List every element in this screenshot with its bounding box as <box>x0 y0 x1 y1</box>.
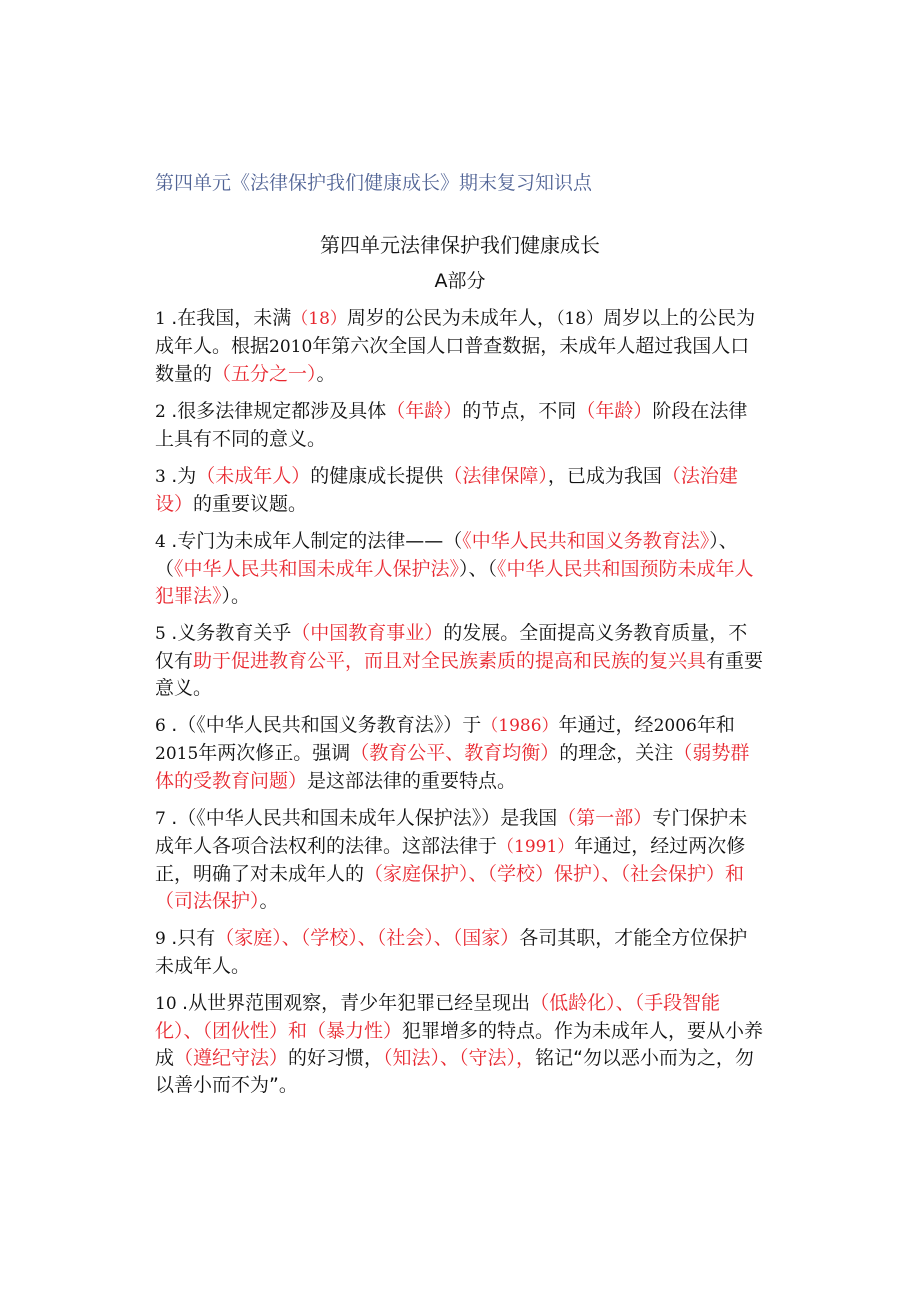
answer-text: （遵纪守法） <box>174 1047 289 1069</box>
item-text: .为 <box>171 465 197 487</box>
item-text: .专门为未成年人制定的法律——（ <box>171 530 463 552</box>
item-text: 2010 <box>269 337 313 357</box>
item-text: .义务教育关乎 <box>171 622 292 644</box>
answer-text: （中国教育事业） <box>291 622 444 644</box>
knowledge-item-4 <box>155 528 765 610</box>
knowledge-item-7 <box>155 805 765 915</box>
knowledge-points <box>155 305 765 1109</box>
answer-text: （教育公平、教育均衡） <box>350 742 560 764</box>
answer-text: 助于促进教育公平，而且对全民族素质的提高和民族的复兴具 <box>193 650 707 672</box>
item-text: 各司其职，才能全方位保护未成年人。 <box>155 927 748 977</box>
knowledge-item-10 <box>155 990 765 1099</box>
answer-text: （法律保障） <box>443 465 548 487</box>
item-text: 阶段在法律上具有不同的意义。 <box>155 400 748 450</box>
item-text: .（《中华人民共和国义务教育法》）于 <box>171 714 482 736</box>
item-text: 9 <box>155 929 172 949</box>
item-text: 3 <box>155 467 172 487</box>
answer-text: （年龄） <box>576 400 653 422</box>
item-text: .（《中华人民共和国未成年人保护法》）是我国 <box>171 807 558 829</box>
item-text: 2 <box>155 402 172 422</box>
item-text: 的重要议题。 <box>193 493 308 515</box>
answer-text: 《中华人民共和国未成年人保护法》 <box>174 558 460 580</box>
item-text: 10 <box>155 994 183 1014</box>
item-text: 年两次修正。强调 <box>198 742 351 764</box>
item-text: 6 <box>155 716 172 736</box>
answer-text: （家庭保护）、（学校）保护）、（社会保护）和（司法保护） <box>155 863 745 912</box>
item-text: 的节点，不同 <box>462 400 577 422</box>
item-text: ）。 <box>221 585 251 607</box>
item-text: 1 <box>155 309 172 329</box>
item-text: 5 <box>155 624 172 644</box>
document-title: 第四单元法律保护我们健康成长 <box>320 233 600 257</box>
item-text: 的健康成长提供 <box>310 465 444 487</box>
section-subtitle: A部分 <box>434 270 486 292</box>
item-text: ，已成为我国 <box>547 465 662 487</box>
item-text: 。 <box>316 363 336 385</box>
item-text: 年通过，经 <box>558 714 654 736</box>
item-text: 。 <box>259 890 279 912</box>
item-text: ）、（ <box>155 530 738 580</box>
item-text: .很多法律规定都涉及具体 <box>171 400 387 422</box>
item-text: 2015 <box>155 744 199 764</box>
item-text: ）、（ <box>459 558 498 580</box>
item-text: 的好习惯， <box>288 1047 384 1069</box>
knowledge-item-6 <box>155 712 765 795</box>
answer-text: （1986） <box>481 716 559 736</box>
item-text: .从世界范围观察，青少年犯罪已经呈现出 <box>182 992 531 1014</box>
item-text: （18） <box>555 309 604 329</box>
answer-text: （弱势群体的受教育问题） <box>155 742 750 792</box>
answer-text: （低龄化）、（手段智能化）、（团伙性）和（暴力性） <box>155 992 721 1042</box>
knowledge-item-1 <box>155 305 765 388</box>
knowledge-item-5 <box>155 620 765 702</box>
item-text: 年通过，经过两次修正，明确了对未成年人的 <box>155 835 746 885</box>
item-text: 铭记“勿以恶小而为之，勿以善小而不为”。 <box>155 1047 754 1096</box>
item-text: 的理念，关注 <box>559 742 674 764</box>
item-text: 有重要意义。 <box>155 650 764 699</box>
answer-text: （1991） <box>497 837 575 857</box>
document-header: 第四单元《法律保护我们健康成长》期末复习知识点 <box>155 172 593 194</box>
item-text: .只有 <box>171 927 216 949</box>
item-text: 年第六次全国人口普查数据，未成年人超过我国人口数量的 <box>155 335 750 385</box>
item-text: 年和 <box>696 714 735 736</box>
answer-text: （家庭）、（学校）、（社会）、（国家） <box>215 927 520 949</box>
item-text: 4 <box>155 532 172 552</box>
item-text: 专门保护未成年人各项合法权利的法律。这部法律于 <box>155 807 748 857</box>
item-text: 是这部法律的重要特点。 <box>307 770 517 792</box>
item-text: 的发展。全面提高义务教育质量，不仅有 <box>155 622 748 672</box>
item-text: 7 <box>155 809 172 829</box>
item-text: 2006 <box>653 716 697 736</box>
answer-text: （知法）、（守法）， <box>383 1047 536 1069</box>
answer-text: （五分之一） <box>212 363 317 385</box>
answer-text: 《中华人民共和国义务教育法》 <box>462 530 710 552</box>
answer-text: （第一部） <box>557 807 653 829</box>
knowledge-item-3 <box>155 463 765 518</box>
item-text: .在我国，未满 <box>171 307 292 329</box>
item-text: 周岁以上的公民为成年人。根据 <box>155 307 756 357</box>
answer-text: （未成年人） <box>196 465 311 487</box>
answer-text: （18） <box>291 309 347 329</box>
item-text: 周岁的公民为未成年人， <box>346 307 556 329</box>
knowledge-item-2 <box>155 398 765 453</box>
knowledge-item-9 <box>155 925 765 980</box>
answer-text: 《中华人民共和国预防未成年人犯罪法》 <box>155 558 754 607</box>
answer-text: （法治建设） <box>155 465 738 515</box>
item-text: 犯罪增多的特点。作为未成年人，要从小养成 <box>155 1020 764 1069</box>
answer-text: （年龄） <box>386 400 463 422</box>
